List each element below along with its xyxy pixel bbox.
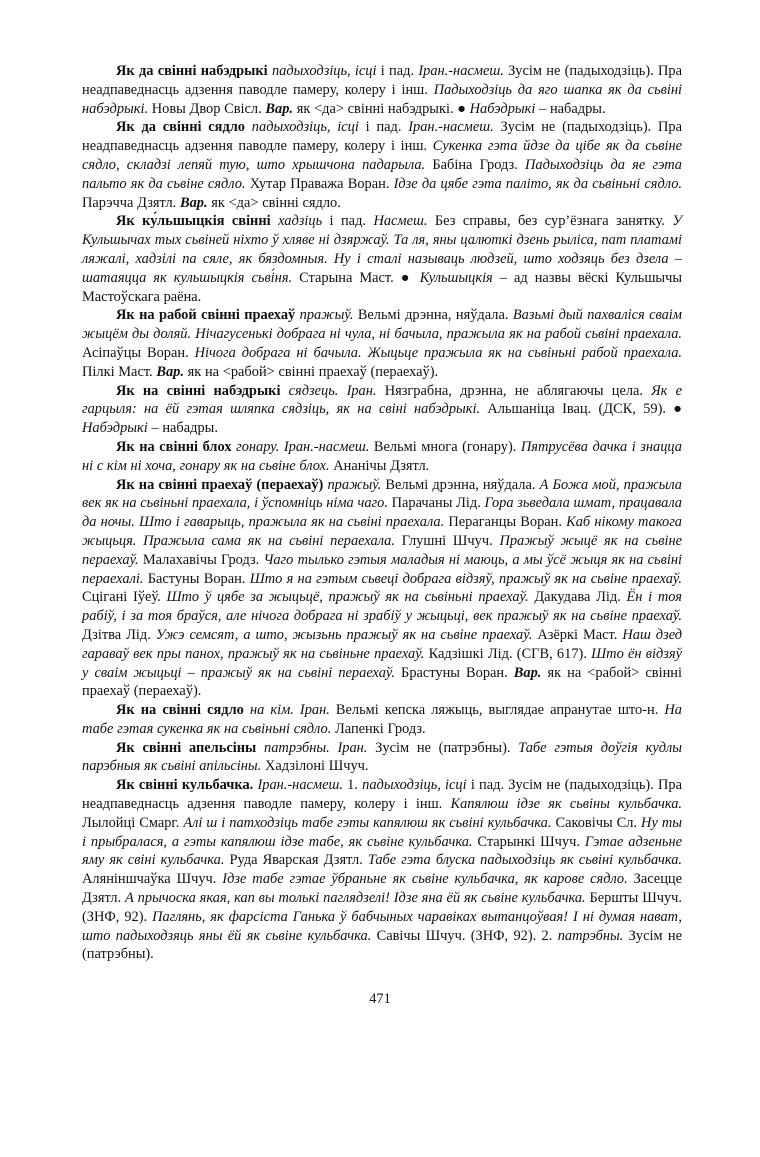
dictionary-entry: Як на свінні набэдрыкі сядзець. Іран. Нязграбна, дрэнна, не аблягаючы цела. Як е гарцыля: на ёй гэтая шляпка сядзіць, як на свіні набэдрыкі. Альшаніца Івац. (ДСК, 59). ● Набэдрыкі – набадры. [82,382,682,437]
page-number: 471 [369,991,391,1007]
dictionary-entry: Як свінні апельсіны патрэбны. Іран. Зусім не (патрэбны). Табе гэтыя доўгія кудлы парэбныя як сьвіні апільсіны. Хадзілоні Шчуч. [82,739,683,775]
dictionary-entry: Як да свінні набэдрыкі падыходзіць, ісці і пад. Іран.-насмеш. Зусім не (падыходзіць). Пра неадпаведнасць адзення паводле памеру, колеру і інш. Падыходзіць да яго шапка як да сьвіні набэдрыкі. Новы Двор Свісл. Вар. як <да> свінні набэдрыкі. ● Набэдрыкі – набадры. [82,63,683,117]
text-column [82,62,682,964]
dictionary-entry: Як на свінні праехаў (пераехаў) пражыў. Вельмі дрэнна, няўдала. А Божа мой, пражыла век як на сьвіньні праехала, і ўспомніць німа чаго. Парачаны Лід. Гора зьведала шмат, працавала да ночы. Што і гаварыць, пражыла як на сьвіні праехала. Пераганцы Воран. Каб нікому такога жыцьця. Пражыла сама як на сьвіні пераехала. Глушні Шчуч. Пражыў жыцё як на сьвіне пераехаў. Малахавічы Гродз. Чаго тылько гэтыя маладыя ні маюць, а мы ўсё жыця як на сьвіні пераехалі. Бастуны Воран. Што я на гэтым сьвеці добрага відзяў, пражыў як на сьвіне праехаў. Сцігані Іўеў. Што ў цябе за жыцьцё, пражыў як на сьвіньні праехаў. Дакудава Лід. Ён і тоя рабіў, і за тоя браўся, але нічога добрага ні зрабіў у жыцьці, век пражыў як на сьвіне праехаў. Дзітва Лід. Ужэ семсят, а што, жызьнь пражыў як на сьвіне праехаў. Азёркі Маст. Наш дзед гараваў век пры панох, пражыў як на сьвіньне праехаў. Кадзішкі Лід. (СГВ, 617). Што ён відзяў у сваім жыцьці – пражыў як на сьвіні пераехаў. Брастуны Воран. Вар. як на <рабой> свінні праехаў (пераехаў). [82,476,683,700]
dictionary-entry: Як свінні кульбачка. Іран.-насмеш. 1. падыходзіць, ісці і пад. Зусім не (падыходзіць). Пра неадпаведнасць адзення паводле памеру, колеру і інш. Капялюш ідзе як сьвіны кульбачка. Лылойці Смарг. Алі ш і патходзіць табе гэты капялюш як сьвіні кульбачка. Саковічы Сл. Ну ты і прыбралася, а гэты капялюш ідзе табе, як сьвіне кульбачка. Старынкі Шчуч. Гэтае адзеньне яму як свіні кульбачка. Руда Яварская Дзятл. Табе гэта блуска падыходзіць як сьвіні кульбачка. Аляніншчаўка Шчуч. Ідзе табе гэтае ўбраньне як сьвіне кульбачка, як карове сядло. Засецце Дзятл. А прычоска якая, кап вы толькі паглядзелі! Ідзе яна ёй як сьвіне кульбачка. Бершты Шчуч. (ЗНФ, 92). Паглянь, як фарсіста Ганька ў бабчыных чаравіках вытанцоўвая! І ні думая нават, што падыходзяць яны ёй як сьвіне кульбачка. Савічы Шчуч. (ЗНФ, 92). 2. патрэбны. Зусім не (патрэбны). [82,777,683,963]
dictionary-entry: Як на рабой свінні праехаў пражыў. Вельмі дрэнна, няўдала. Вазьмі дый пахваліся сваім жыцём ды доляй. Нічагусенькі добрага ні чула, ні бачыла, пражыла як на рабой сьвіні праехала. Асіпаўцы Воран. Нічога добрага ні бачыла. Жыцьце пражыла як на сьвіньні рабой праехала. Пілкі Маст. Вар. як на <рабой> свінні праехаў (пераехаў). [82,307,682,380]
dictionary-entry: Як да свінні сядло падыходзіць, ісці і пад. Іран.-насмеш. Зусім не (падыходзіць). Пра неадпаведнасць адзення паводле памеру, колеру і інш. Сукенка гэта йдзе да цібе як да сьвіне сядло, складзі лепяй тую, што хрышчона падарыла. Бабіна Гродз. Падыходзіць да яе гэта пальто як да сьвіне сядло. Хутар Праважа Воран. Ідзе да цябе гэта паліто, як да сьвіньні сядло. Парэчча Дзятл. Вар. як <да> свінні сядло. [82,119,683,211]
dictionary-entry: Як на свінні сядло на кім. Іран. Вельмі кепска ляжыць, выглядае апранутае што-н. На табе гэтая сукенка як на сьвіньні сядло. Лапенкі Гродз. [82,702,682,737]
dictionary-entry: Як на свінні блох гонару. Іран.-насмеш. Вельмі многа (гонару). Пятрусёва дачка і знацца ні с кім ні хоча, гонару як на сьвіне блох. Ананічы Дзятл. [82,438,682,474]
dictionary-entry: Як ку́льшыцкія свінні хадзіць і пад. Насмеш. Без справы, без сур’ёзнага занятку. У Кульшычах тых сьвіней ніхто ў хляве ні дзяржаў. Та ля, яны цалюткі дзень рыліса, пат платамі ляжалі, хадзілі па сяле, як бяздомныя. Ну і сталі называць людзей, што ходзяць без дзела – шатаяцца як кульшыцкія сьві́ня. Старына Маст. ● Кульшыцкія – ад назвы вёскі Кульшычы Мастоўскага раёна. [82,213,682,305]
